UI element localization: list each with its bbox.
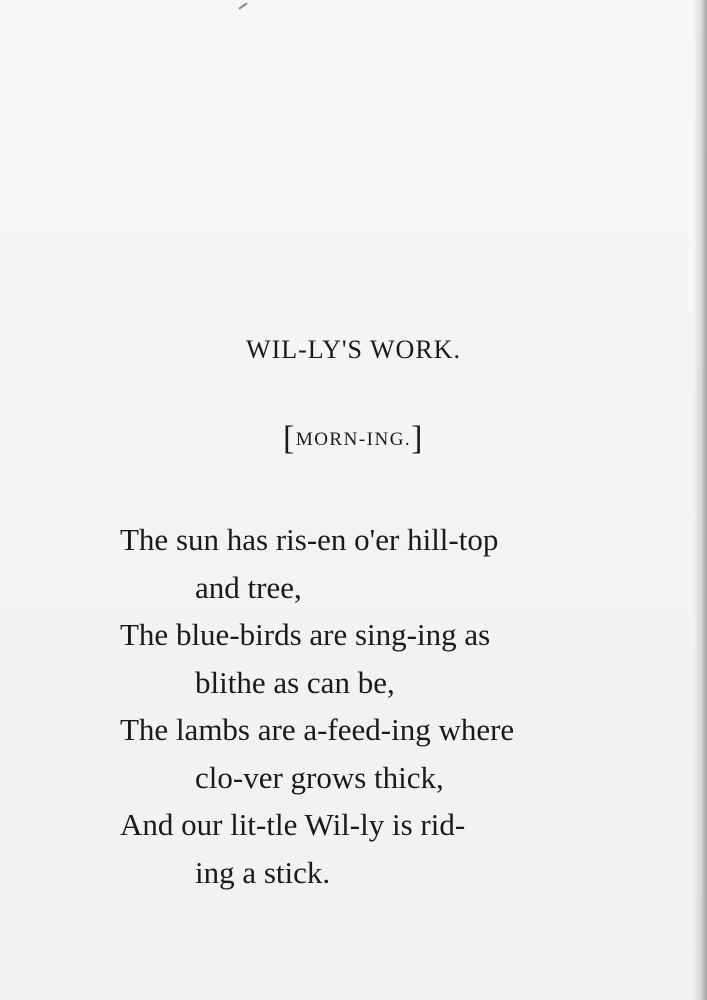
page-edge-shadow bbox=[693, 0, 707, 1000]
poem-title: WIL-LY'S WORK. bbox=[246, 335, 461, 364]
poem-line: And our lit-tle Wil-ly is rid- bbox=[120, 807, 466, 842]
poem-line: and tree, bbox=[195, 569, 302, 605]
poem-line: The blue-birds are sing-ing as bbox=[120, 617, 491, 652]
poem-line: The lambs are a-feed-ing where bbox=[120, 712, 515, 747]
poem-line: The sun has ris-en o'er hill-top bbox=[120, 522, 499, 557]
subtitle-text: MORN-ING. bbox=[295, 429, 412, 450]
poem-line: clo-ver grows thick, bbox=[195, 759, 444, 795]
poem-body bbox=[120, 516, 620, 896]
subtitle-open-bracket: [ bbox=[282, 420, 296, 457]
poem-line: blithe as can be, bbox=[195, 664, 395, 700]
poem-subtitle bbox=[0, 420, 707, 458]
pencil-mark bbox=[238, 2, 247, 9]
subtitle-close-bracket: ] bbox=[411, 420, 424, 457]
poem-line: ing a stick. bbox=[195, 854, 331, 890]
